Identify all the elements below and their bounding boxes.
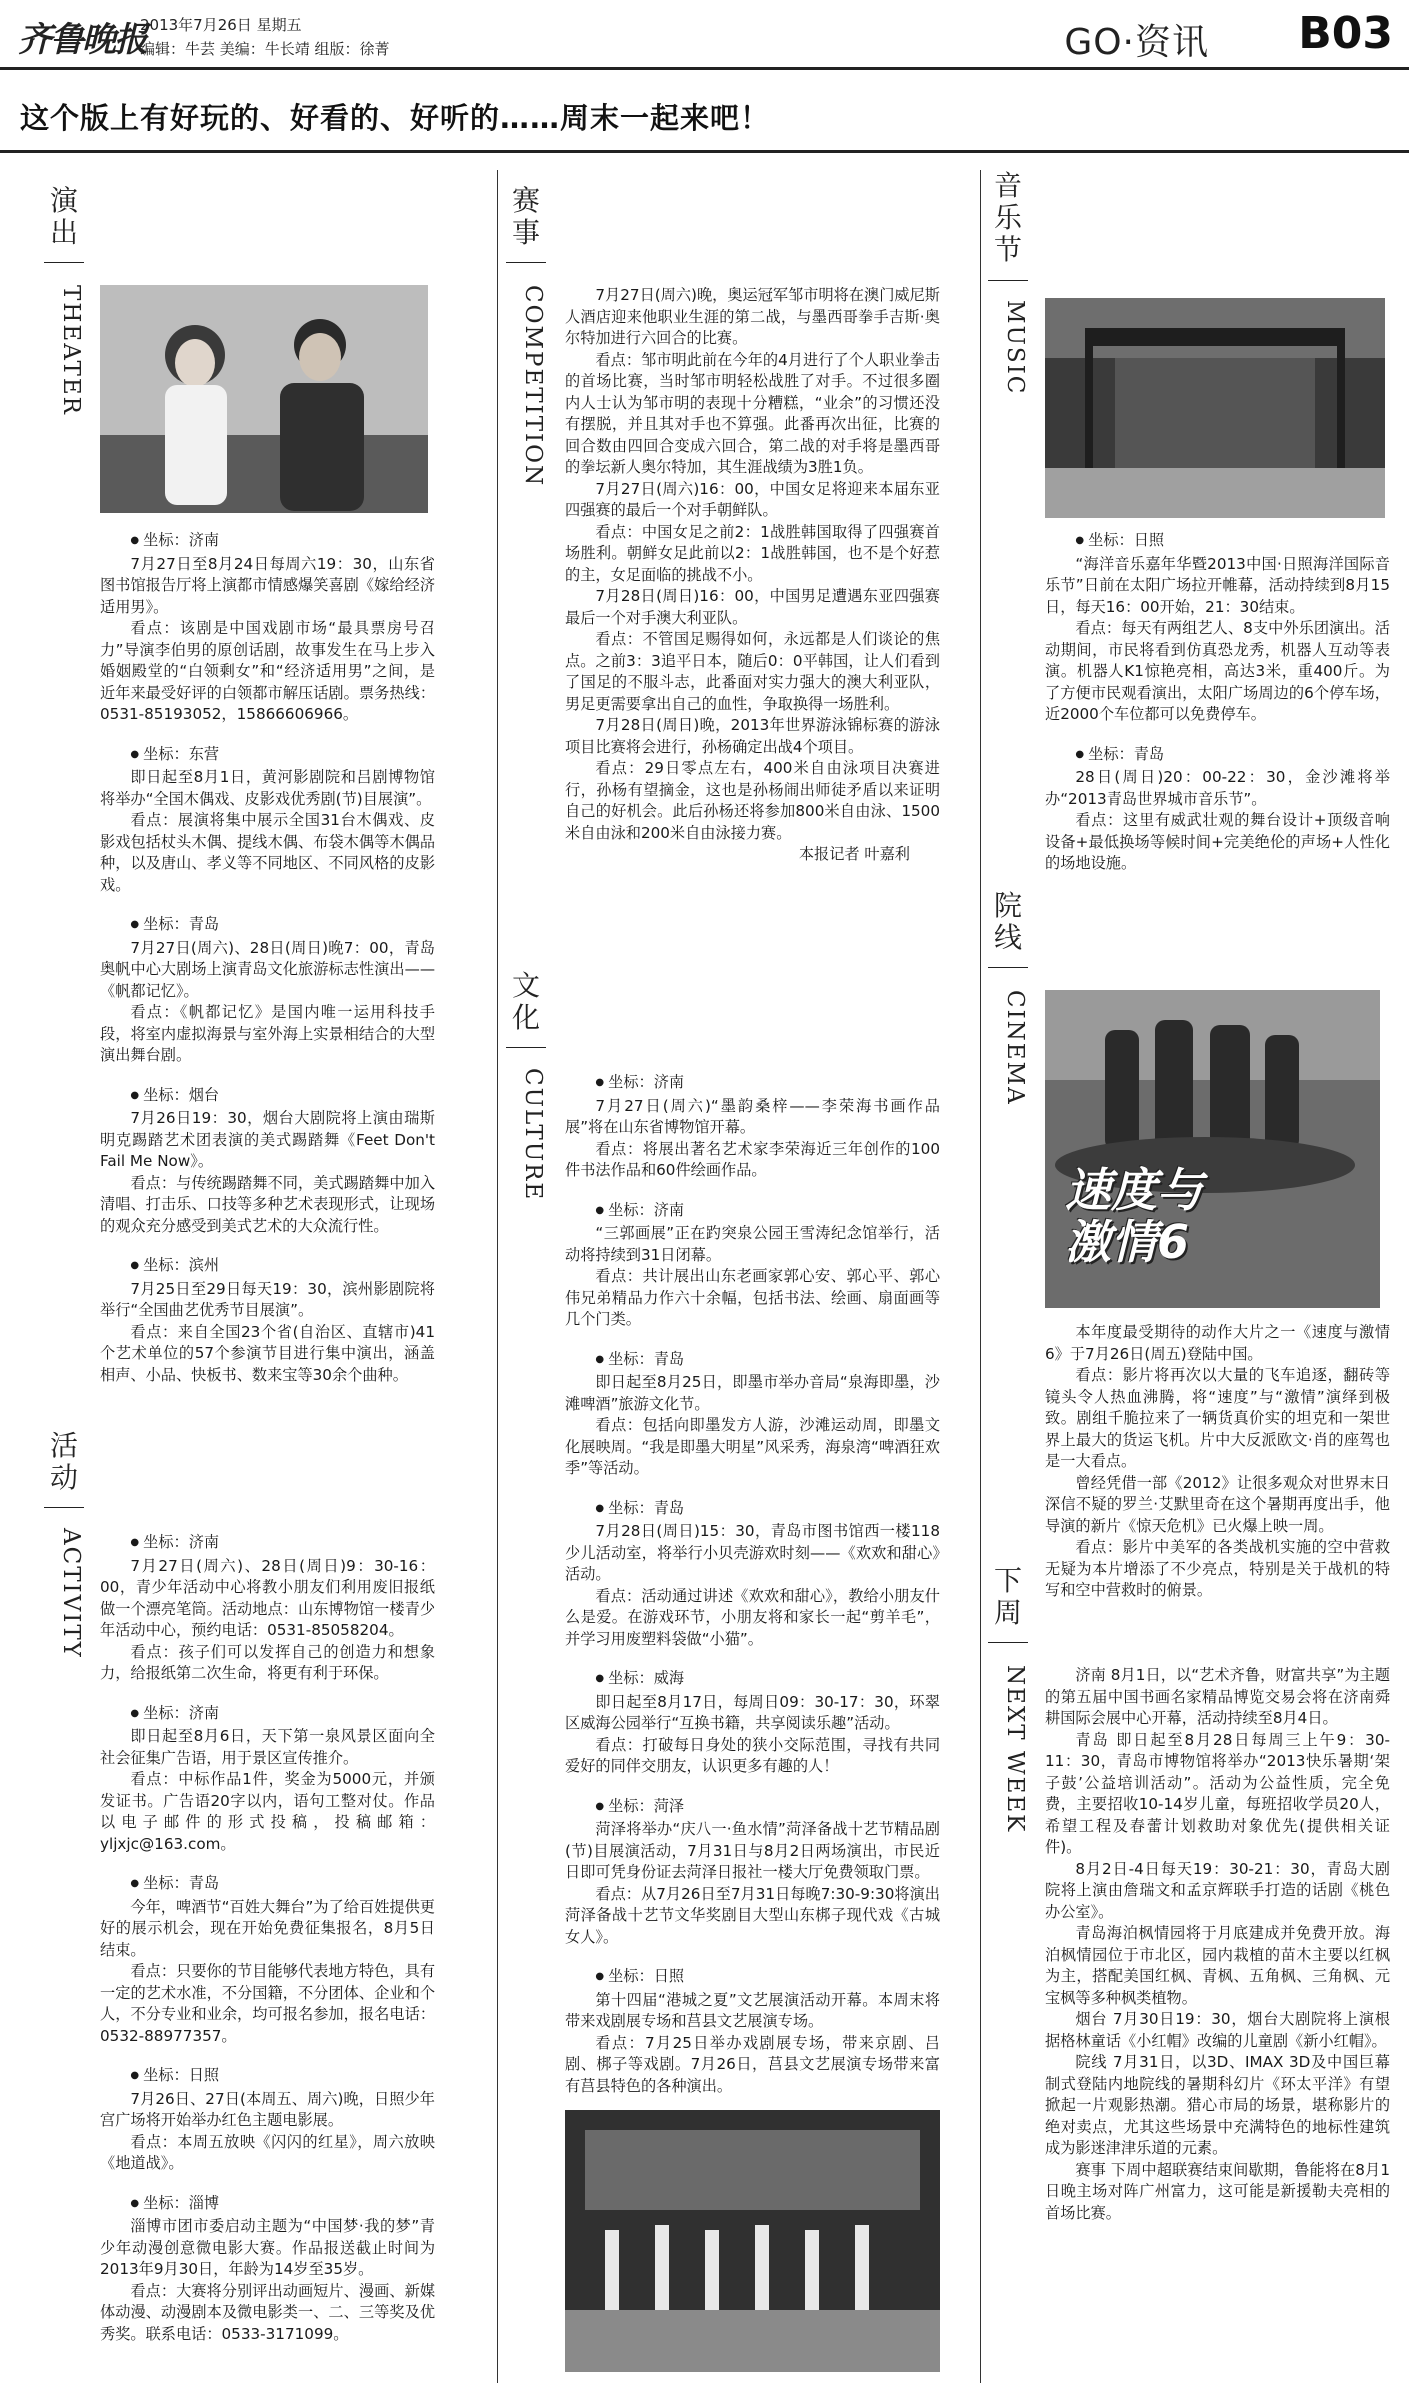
section-label-char: 线 [993,921,1022,954]
article-paragraph: 7月27日(周六)、28日(周日)晚7：00，青岛奥帆中心大剧场上演青岛文化旅游标志性演出——《帆都记忆》。 [100,938,435,1000]
article-paragraph: “三郭画展”正在趵突泉公园王雪涛纪念馆举行，活动将持续到31日闭幕。 [565,1224,940,1264]
location-tag: ● 坐标：济南 [100,1703,435,1727]
article-paragraph: 菏泽将举办“庆八一·鱼水情”菏泽备战十艺节精品剧(节)目展演活动，7月31日与8月2日两场演出，市民近日即可凭身份证去菏泽日报社一楼大厅免费领取门票。 [565,1820,940,1881]
article-paragraph: 7月27日(周六)、28日(周日)9：30-16：00，青少年活动中心将教小朋友们利用废旧报纸做一个漂亮笔筒。活动地点：山东博物馆一楼青少年活动中心，预约电话：0531-85058204。 [100,1556,435,1639]
activity-label-cn [44,1430,84,1494]
article-paragraph: 看点：这里有威武壮观的舞台设计+顶级音响设备+最低换场等候时间+完美绝伦的声场+人性化的场地设施。 [1045,811,1390,872]
location-tag: ● 坐标：东营 [100,744,435,768]
article-paragraph: 今年，啤酒节“百姓大舞台”为了给百姓提供更好的展示机会，现在开始免费征集报名，8月5日结束。 [100,1897,435,1959]
culture-text [565,1072,940,2097]
article-paragraph: 看点：29日零点左右，400米自由泳项目决赛进行，孙杨有望摘金，这也是孙杨闹出师徒矛盾以来证明自己的好机会。此后孙杨还将参加800米自由泳、1500米自由泳和200米自由泳接力赛。 [565,759,940,842]
theater-label-cn [44,185,84,249]
article-paragraph: 院线 7月31日，以3D、IMAX 3D及中国巨幕制式登陆内地院线的暑期科幻片《环太平洋》有望掀起一片观影热潮。猎心市局的场景，堪称影片的绝对卖点，尤其这些场景中充满特色的地标性建筑成为影迷津津乐道的元素。 [1045,2053,1390,2157]
divider [44,1507,84,1508]
music-text [1045,530,1390,875]
article-paragraph: 即日起至8月17日，每周日09：30-17：30，环翠区威海公园举行“互换书籍，共享阅读乐趣”活动。 [565,1692,940,1732]
location-tag: ● 坐标：济南 [565,1072,940,1096]
location-tag: ● 坐标：济南 [100,530,435,554]
article-paragraph: 青岛海泊枫情园将于月底建成并免费开放。海泊枫情园位于市北区，园内栽植的苗木主要以红枫为主，搭配美国红枫、青枫、五角枫、三角枫、元宝枫等多种枫类植物。 [1045,1924,1390,2007]
competition-label-cn [506,185,546,249]
article-paragraph: 7月28日(周日)16：00，中国男足遭遇东亚四强赛最后一个对手澳大利亚队。 [565,587,940,627]
section-label-char: 院 [993,889,1022,922]
section-label-char: 周 [993,1596,1022,1629]
movie-title-line: 激情6 [1065,1215,1190,1269]
article-paragraph: 济南 8月1日，以“艺术齐鲁，财富共享”为主题的第五届中国书画名家精品博览交易会将在济南舜耕国际会展中心开幕，活动持续至8月4日。 [1045,1666,1390,1727]
culture-photo [565,2110,940,2372]
section-label-char: 动 [49,1461,78,1494]
divider [988,1642,1028,1643]
location-tag: ● 坐标：青岛 [1045,744,1390,768]
section-label-char: 节 [993,233,1022,266]
section-label-char: 乐 [993,201,1022,234]
article-paragraph: 7月27日(周六)“墨韵桑梓——李荣海书画作品展”将在山东省博物馆开幕。 [565,1096,940,1136]
divider [0,150,1409,153]
section-label-char: 下 [993,1564,1022,1597]
section-label-char: 演 [49,184,78,217]
article-paragraph: 本年度最受期待的动作大片之一《速度与激情6》于7月26日(周五)登陆中国。 [1045,1323,1390,1363]
article-paragraph: 8月2日-4日每天19：30-21：30，青岛大剧院将上演由詹瑞文和孟京辉联手打造的话剧《桃色办公室》。 [1045,1859,1390,1921]
article-paragraph: 看点：展演将集中展示全国31台木偶戏、皮影戏包括杖头木偶、提线木偶、布袋木偶等木偶品种，以及唐山、孝义等不同地区、不同风格的皮影戏。 [100,811,435,894]
article-paragraph: 青岛 即日起至8月28日每周三上午9：30-11：30，青岛市博物馆将举办“2013快乐暑期‘架子鼓’公益培训活动”。活动为公益性质，完全免费，主要招收10-14岁儿童，每班招收学员20人，希望工程及春蕾计划救助对象优先(提供相关证件)。 [1045,1730,1390,1856]
divider [506,1047,546,1048]
article-paragraph: 看点：邹市明此前在今年的4月进行了个人职业拳击的首场比赛，当时邹市明轻松战胜了对手。不过很多圈内人士认为邹市明的表现十分糟糕，“业余”的习惯还没有摆脱，并且其对手也不算强。此番再次出征，比赛的回合数由四回合变成六回合，第二战的对手将是墨西哥的拳坛新人奥尔特加，其生涯战绩为3胜1负。 [565,350,940,476]
location-tag: ● 坐标：日照 [1045,530,1390,554]
divider [44,262,84,263]
location-tag: ● 坐标：淄博 [100,2193,435,2217]
article-paragraph: 即日起至8月1日，黄河影剧院和吕剧博物馆将举办“全国木偶戏、皮影戏优秀剧(节)目展演”。 [100,768,435,808]
nextweek-label-cn [988,1565,1028,1629]
activity-text [100,1532,435,2345]
article-paragraph: 即日起至8月25日，即墨市举办音局“泉海即墨，沙滩啤酒”旅游文化节。 [565,1373,940,1413]
article-paragraph: 7月25日至29日每天19：30，滨州影剧院将举行“全国曲艺优秀节目展演”。 [100,1279,435,1319]
article-paragraph: 第十四届“港城之夏”文艺展演活动开幕。本周末将带来戏剧展专场和莒县文艺展演专场。 [565,1990,940,2030]
article-paragraph: 28日(周日)20：00-22：30，金沙滩将举办“2013青岛世界城市音乐节”。 [1045,768,1390,808]
nextweek-label-en: NEXT WEEK [1002,1665,1028,1834]
page-headline: 这个版上有好玩的、好看的、好听的……周末一起来吧！ [20,101,771,135]
location-tag: ● 坐标：日照 [565,1966,940,1990]
section-label-char: 事 [511,216,540,249]
article-paragraph: 7月27日(周六)晚，奥运冠军邹市明将在澳门威尼斯人酒店迎来他职业生涯的第二战，与墨西哥拳手吉斯·奥尔特加进行六回合的比赛。 [565,286,940,347]
location-tag: ● 坐标：日照 [100,2065,435,2089]
location-tag: ● 坐标：青岛 [100,1873,435,1897]
section-label-char: 文 [511,969,540,1002]
staff-credits: 编辑：牛芸 美编：牛长靖 组版：徐菁 [140,40,390,58]
article-paragraph: 看点：大赛将分别评出动画短片、漫画、新媒体动漫、动漫剧本及微电影类一、二、三等奖及优秀奖。联系电话：0533-3171099。 [100,2281,435,2343]
article-paragraph: 7月28日(周日)晚，2013年世界游泳锦标赛的游泳项目比赛将会进行，孙杨确定出战4个项目。 [565,716,940,756]
movie-title-line: 速度与 [1065,1163,1203,1217]
music-label-cn [988,170,1028,266]
article-paragraph: 看点：孩子们可以发挥自己的创造力和想象力，给报纸第二次生命，将更有利于环保。 [100,1642,435,1682]
location-tag: ● 坐标：青岛 [100,914,435,938]
article-paragraph: 看点：不管国足赐得如何，永远都是人们谈论的焦点。之前3：3追平日本，随后0：0平韩国，让人们看到了国足的不服斗志，此番面对实力强大的澳大利亚队，男足更需要拿出自己的血性，争取换得一场胜利。 [565,630,940,713]
article-paragraph: 看点：《帆都记忆》是国内唯一运用科技手段，将室内虚拟海景与室外海上实景相结合的大型演出舞台剧。 [100,1003,435,1064]
article-paragraph: 看点：将展出著名艺术家李荣海近三年创作的100件书法作品和60件绘画作品。 [565,1139,940,1179]
competition-label-en: COMPETITION [520,285,546,488]
location-tag: ● 坐标：烟台 [100,1085,435,1109]
article-paragraph: 看点：每天有两组艺人、8支中外乐团演出。活动期间，市民将看到仿真恐龙秀，机器人互动等表演。机器人K1惊艳亮相，高达3米，重400斤。为了方便市民观看演出，太阳广场周边的6个停车场，近2000个车位都可以免费停车。 [1045,619,1390,723]
article-paragraph: 7月27日至8月24日每周六19：30，山东省图书馆报告厅将上演都市情感爆笑喜剧《嫁给经济适用男》。 [100,554,435,616]
article-paragraph: 看点：只要你的节目能够代表地方特色，具有一定的艺术水准，不分国籍，不分团体、企业和个人，不分专业和业余，均可报名参加，报名电话：0532-88977357。 [100,1962,435,2045]
article-paragraph: 看点：影片中美军的各类战机实施的空中营救无疑为本片增添了不少亮点，特别是关于战机的特写和空中营救时的俯景。 [1045,1538,1390,1599]
location-tag: ● 坐标：滨州 [100,1255,435,1279]
stage-truss-illustration [1045,298,1385,518]
cinema-label-cn [988,890,1028,954]
section-label-char: 活 [49,1429,78,1462]
people-illustration [100,285,428,513]
cinema-text [1045,1322,1390,1602]
location-tag: ● 坐标：青岛 [565,1498,940,1522]
section-label-char: 赛 [511,184,540,217]
theater-text [100,530,435,1386]
divider [988,967,1028,968]
section-label-char: 音 [993,169,1022,202]
article-paragraph: 看点：活动通过讲述《欢欢和甜心》，教给小朋友什么是爱。在游戏环节，小朋友将和家长一起“剪羊毛”，并学习用废塑料袋做“小猫”。 [565,1586,940,1648]
article-paragraph: 7月26日、27日(本周五、周六)晚，日照少年宫广场将开始举办红色主题电影展。 [100,2089,435,2129]
location-tag: ● 坐标：青岛 [565,1349,940,1373]
article-paragraph: 看点：该剧是中国戏剧市场“最具票房号召力”导演李伯男的原创话剧，故事发生在马上步入婚姻殿堂的“白领剩女”和“经济适用男”之间，是近年来最受好评的白领都市解压话剧。票务热线：0531-85193052，15866606966。 [100,619,435,723]
section-label-char: 化 [511,1001,540,1034]
article-paragraph: 烟台 7月30日19：30，烟台大剧院将上演根据格林童话《小红帽》改编的儿童剧《新小红帽》。 [1045,2010,1390,2050]
theater-label-en: THEATER [58,285,84,416]
section-label-char: 出 [49,216,78,249]
location-tag: ● 坐标：济南 [100,1532,435,1556]
article-paragraph: 看点：影片将再次以大量的飞车追逐，翻砖等镜头令人热血沸腾，将“速度”与“激情”演绎到极致。剧组千脆拉来了一辆货真价实的坦克和一架世界上最大的货运飞机。片中大反派欧文·肖的座驾也是一大看点。 [1045,1366,1390,1470]
article-paragraph: 即日起至8月6日，天下第一泉风景区面向全社会征集广告语，用于景区宣传推介。 [100,1727,435,1767]
page-number: B03 [1298,8,1393,59]
article-paragraph: 看点：中国女足之前2：1战胜韩国取得了四强赛首场胜利。朝鲜女足此前以2：1战胜韩国，也不是个好惹的主，女足面临的挑战不小。 [565,522,940,584]
article-paragraph: 淄博市团市委启动主题为“中国梦·我的梦”青少年动漫创意微电影大赛。作品报送截止时间为2013年9月30日，年龄为14岁至35岁。 [100,2217,435,2278]
divider [988,280,1028,281]
article-paragraph: 看点：与传统踢踏舞不同，美式踢踏舞中加入清唱、打击乐、口技等多种艺术表现形式，让现场的观众充分感受到美式艺术的大众流行性。 [100,1173,435,1235]
article-paragraph: 看点：中标作品1件，奖金为5000元，并颁发证书。广告语20字以内，语句工整对仗。作品以电子邮件的形式投稿，投稿邮箱：yljxjc@163.com。 [100,1770,435,1853]
article-paragraph: 看点：从7月26日至7月31日每晚7:30-9:30将演出菏泽备战十艺节文华奖剧目大型山东梆子现代戏《古城女人》。 [565,1884,940,1946]
article-paragraph: 曾经凭借一部《2012》让很多观众对世界末日深信不疑的罗兰·艾默里奇在这个暑期再度出手，他导演的新片《惊天危机》已火爆上映一周。 [1045,1473,1390,1535]
article-paragraph: 看点：共计展出山东老画家郭心安、郭心平、郭心伟兄弟精品力作六十余幅，包括书法、绘画、扇面画等几个门类。 [565,1267,940,1328]
location-tag: ● 坐标：菏泽 [565,1796,940,1820]
section-title: GO·资讯 [1064,22,1209,63]
article-paragraph: 7月26日19：30，烟台大剧院将上演由瑞斯明克踢踏艺术团表演的美式踢踏舞《Feet Don't Fail Me Now》。 [100,1109,435,1170]
article-paragraph: “海洋音乐嘉年华暨2013中国·日照海洋国际音乐节”日前在太阳广场拉开帷幕，活动持续到8月15日，每天16：00开始，21：30结束。 [1045,554,1390,616]
competition-paragraphs [565,285,940,844]
activity-label-en: ACTIVITY [58,1528,84,1659]
location-tag: ● 坐标：济南 [565,1200,940,1224]
location-tag: ● 坐标：威海 [565,1668,940,1692]
article-paragraph: 看点：来自全国23个省(自治区、直辖市)41个艺术单位的57个参演节目进行集中演出，涵盖相声、小品、快板书、数来宝等30余个曲种。 [100,1322,435,1384]
article-paragraph: 看点：包括向即墨发方人游，沙滩运动周，即墨文化展映周。“我是即墨大明星”风采秀，海泉湾“啤酒狂欢季”等活动。 [565,1416,940,1477]
column-divider [497,170,498,2383]
article-paragraph: 7月28日(周日)15：30，青岛市图书馆西一楼118少儿活动室，将举行小贝壳游欢时刻——《欢欢和甜心》活动。 [565,1522,940,1583]
byline: 本报记者 叶嘉利 [798,845,910,863]
music-festival-photo [1045,298,1385,518]
article-paragraph: 看点：本周五放映《闪闪的红星》，周六放映《地道战》。 [100,2132,435,2172]
masthead [0,0,1409,70]
article-paragraph: 看点：7月25日举办戏剧展专场，带来京剧、吕剧、梆子等戏剧。7月26日，莒县文艺展演专场带来富有莒县特色的各种演出。 [565,2033,940,2095]
divider [506,262,546,263]
music-label-en: MUSIC [1002,300,1028,396]
culture-label-cn [506,970,546,1034]
article-paragraph: 7月27日(周六)16：00，中国女足将迎来本届东亚四强赛的最后一个对手朝鲜队。 [565,479,940,519]
culture-label-en: CULTURE [520,1068,546,1202]
movie-poster [1045,990,1380,1308]
article-paragraph: 看点：打破每日身处的狭小交际范围，寻找有共同爱好的同伴交朋友，认识更多有趣的人！ [565,1735,940,1775]
movie-title [1065,1164,1203,1268]
stage-performance-illustration [565,2110,940,2372]
article-paragraph: 赛事 下周中超联赛结束间歇期，鲁能将在8月1日晚主场对阵广州富力，这可能是新援勒夫亮相的首场比赛。 [1045,2160,1390,2222]
competition-text [565,285,940,866]
nextweek-text [1045,1665,1390,2224]
issue-date: 2013年7月26日 星期五 [140,16,302,34]
theater-photo [100,285,428,513]
column-divider [980,170,981,2383]
cinema-label-en: CINEMA [1002,990,1028,1106]
newspaper-logo: 齐鲁晚报 [18,20,146,60]
